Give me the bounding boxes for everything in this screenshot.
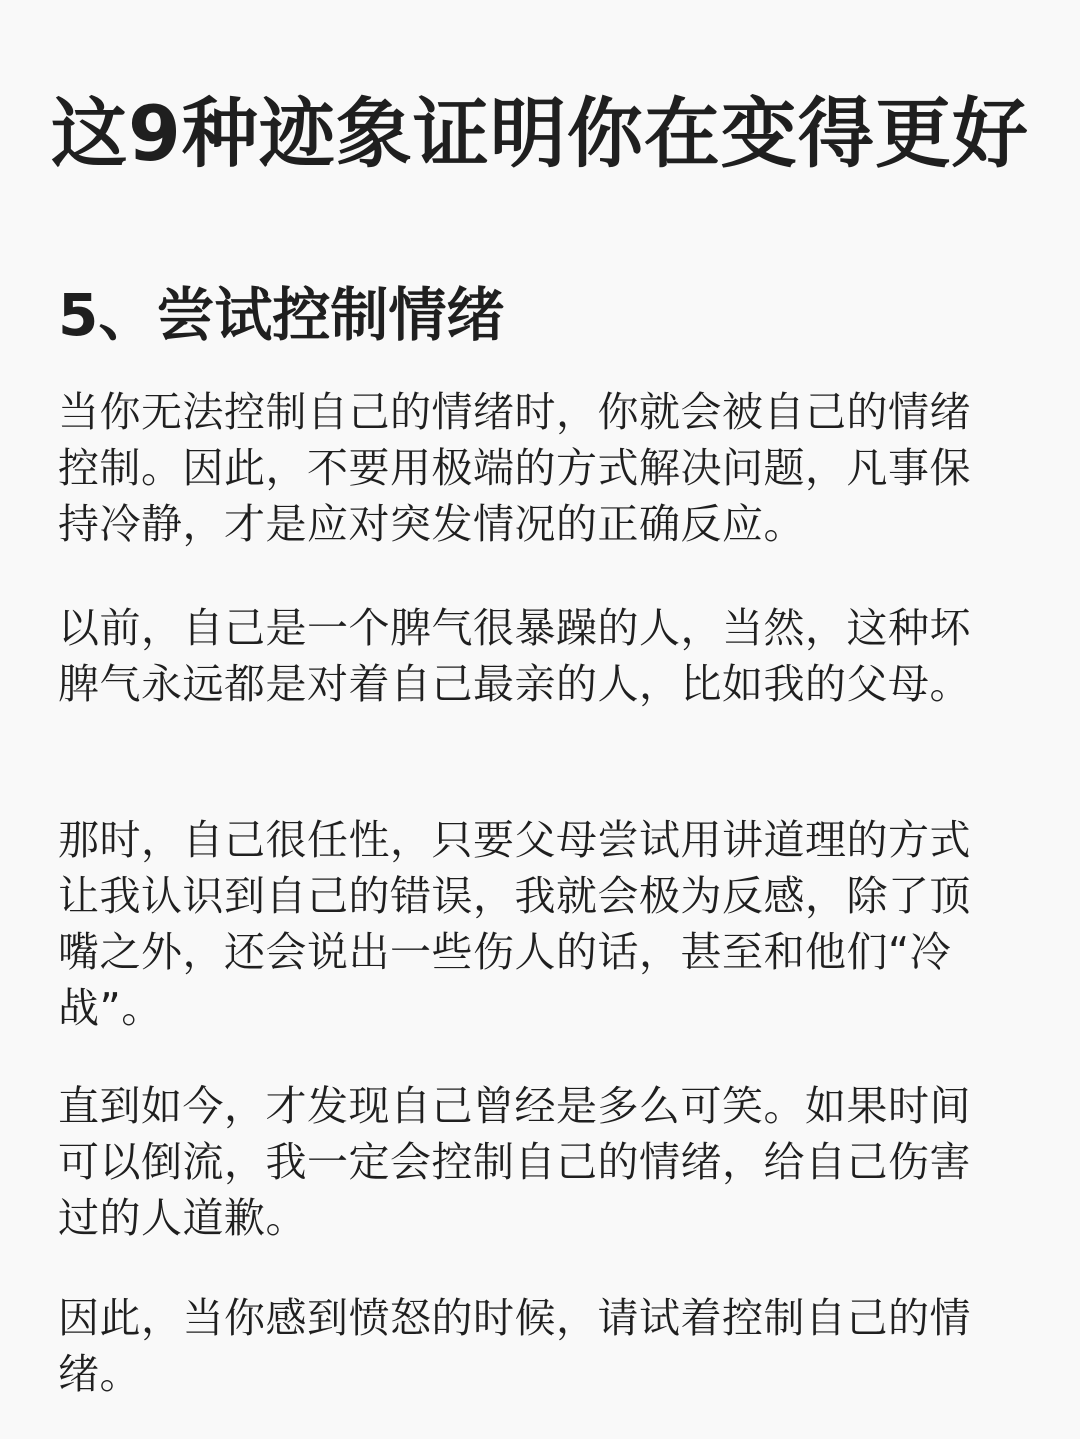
section-heading: 5、尝试控制情绪 (58, 281, 505, 349)
paragraph: 当你无法控制自己的情绪时，你就会被自己的情绪控制。因此，不要用极端的方式解决问题，凡事保持冷静，才是应对突发情况的正确反应。 (58, 388, 971, 548)
paragraph: 因此，当你感到愤怒的时候，请试着控制自己的情绪。 (58, 1294, 971, 1398)
paragraph: 那时，自己很任性，只要父母尝试用讲道理的方式让我认识到自己的错误，我就会极为反感，除了顶嘴之外，还会说出一些伤人的话，甚至和他们“冷战”。 (58, 816, 971, 1032)
paragraph: 以前，自己是一个脾气很暴躁的人，当然，这种坏脾气永远都是对着自己最亲的人，比如我的父母。 (58, 604, 971, 708)
paragraph: 直到如今，才发现自己曾经是多么可笑。如果时间可以倒流，我一定会控制自己的情绪，给自己伤害过的人道歉。 (58, 1082, 971, 1242)
page-title: 这9种迹象证明你在变得更好 (51, 89, 1029, 178)
